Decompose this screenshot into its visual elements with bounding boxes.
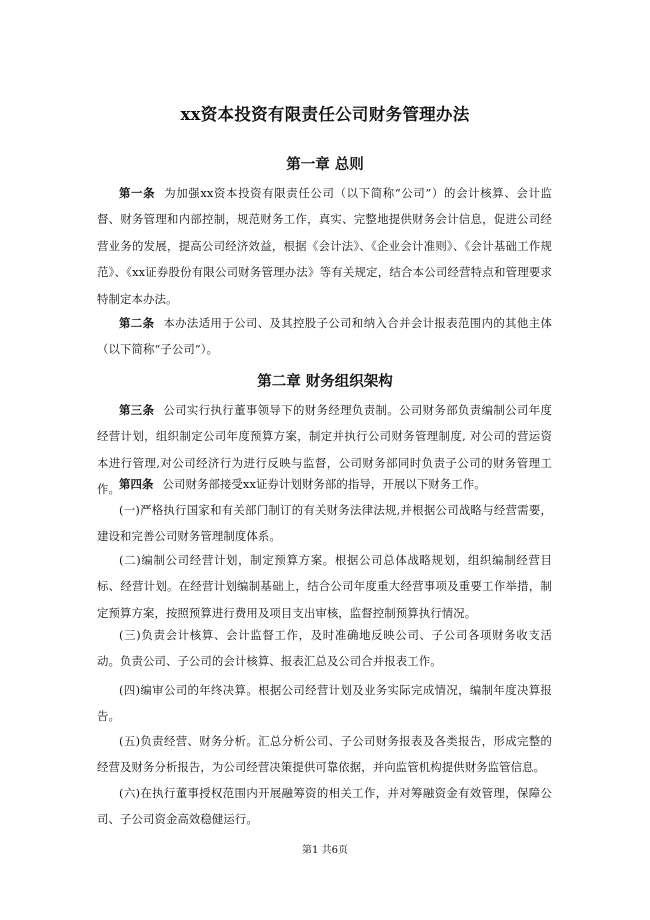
page-number: 第1 共6页 <box>302 845 348 856</box>
document-title: xx资本投资有限责任公司财务管理办法 <box>180 105 470 124</box>
article-label: 第三条 <box>119 403 155 417</box>
article-paragraph <box>97 180 552 312</box>
list-item: (五)负责经营、财务分析。汇总分析公司、子公司财务报表及各类报告，形成完整的经营及财务分析报告，为公司经营决策提供可靠依据，并向监管机构提供财务监管信息。 <box>97 734 552 775</box>
chapter-heading: 第一章 总则 <box>286 156 364 173</box>
article-paragraph <box>97 471 552 497</box>
article-paragraph <box>97 310 552 363</box>
article-text: 公司财务部接受xx证券计划财务部的指导，开展以下财务工作。 <box>162 477 486 491</box>
chapter-heading: 第二章 财务组织架构 <box>257 373 393 390</box>
list-item: (四)编审公司的年终决算。根据公司经营计划及业务实际完成情况，编制年度决算报告。 <box>97 683 552 724</box>
article-label: 第四条 <box>119 477 154 491</box>
article-text: 本办法适用于公司、及其控股子公司和纳入合并会计报表范围内的其他主体（以下简称“子公司”）。 <box>97 316 552 357</box>
list-item: (一)严格执行国家和有关部门制订的有关财务法律法规,并根据公司战略与经营需要，建设和完善公司财务管理制度体系。 <box>97 503 552 544</box>
article-label: 第二条 <box>119 316 155 330</box>
article-text: 公司实行执行董事领导下的财务经理负责制。公司财务部负责编制公司年度经营计划，组织制定公司年度预算方案，制定并执行公司财务管理制度, 对公司的营运资本进行管理,对公司经济行为进行反映与监督，公司财务部同时负责子公司的财务管理工作。 <box>97 403 552 497</box>
list-item: (三)负责会计核算、会计监督工作，及时准确地反映公司、子公司各项财务收支活动。负责公司、子公司的会计核算、报表汇总及公司合并报表工作。 <box>97 628 552 669</box>
article-label: 第一条 <box>119 186 156 200</box>
list-item: (二)编制公司经营计划，制定预算方案。根据公司总体战略规划，组织编制经营目标、经营计划。在经营计划编制基础上，结合公司年度重大经营事项及重要工作举措，制定预算方案，按照预算进行费用及项目支出审核，监督控制预算执行情况。 <box>97 553 552 620</box>
list-item: (六)在执行董事授权范围内开展融筹资的相关工作，并对筹融资金有效管理，保障公司、子公司资金高效稳健运行。 <box>97 786 552 827</box>
article-text: 为加强xx资本投资有限责任公司（以下简称“公司”）的会计核算、会计监督、财务管理和内部控制，规范财务工作，真实、完整地提供财务会计信息，促进公司经营业务的发展，提高公司经济效益，根据《会计法》、《企业会计准则》、《会计基础工作规范》、《xx证券股份有限公司财务管理办法》等有关规定，结合本公司经营特点和管理要求特制定本办法。 <box>97 186 552 306</box>
